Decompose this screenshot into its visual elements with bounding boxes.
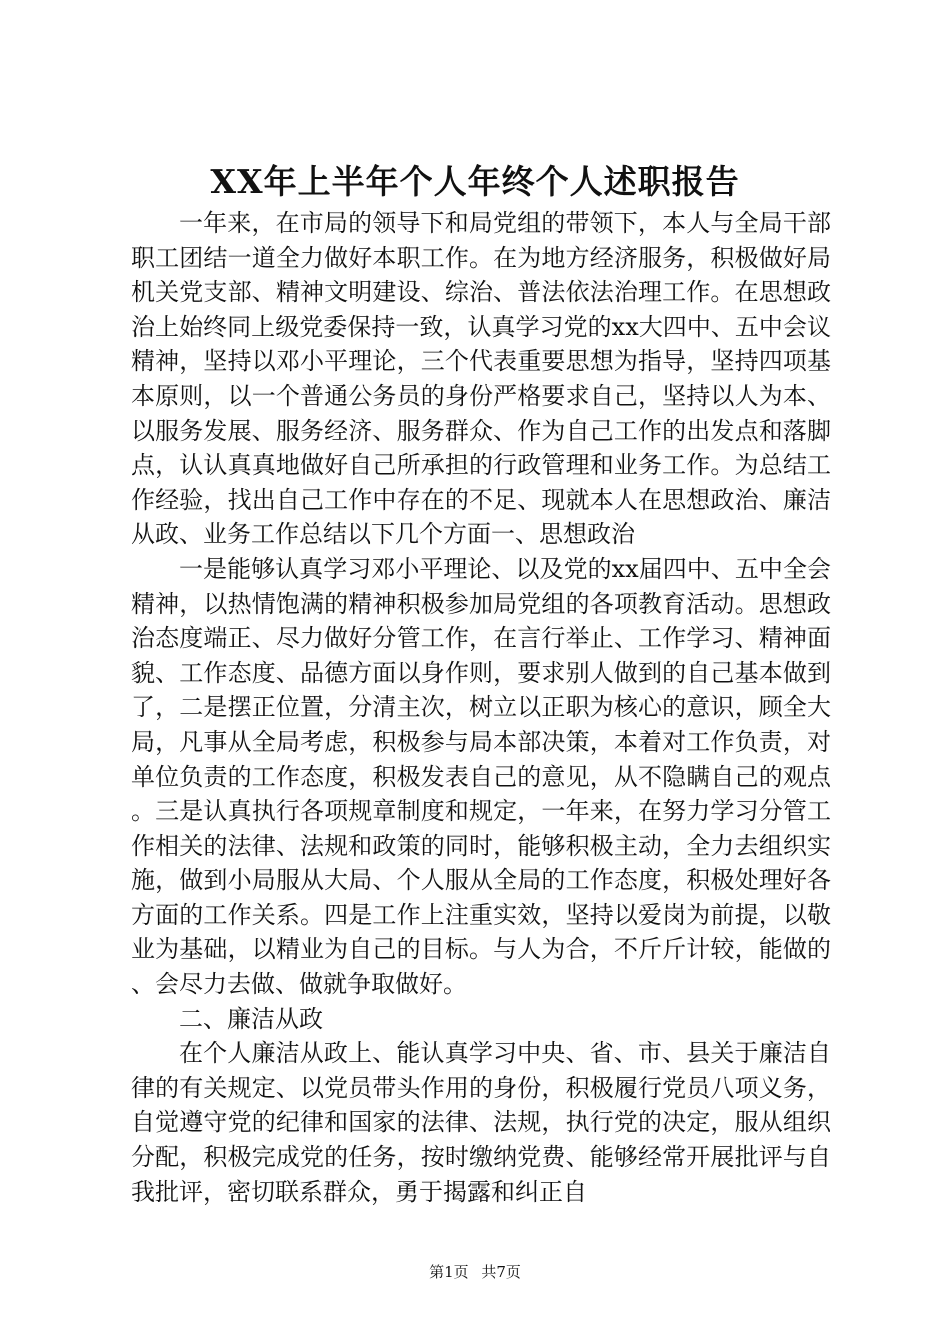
document-title: XX年上半年个人年终个人述职报告 (210, 162, 740, 201)
page-number: 第1页 (429, 1263, 469, 1281)
document-body (131, 206, 831, 1209)
body-paragraph: 在个人廉洁从政上、能认真学习中央、省、市、县关于廉洁自律的有关规定、以党员带头作用的身份，积极履行党员八项义务，自觉遵守党的纪律和国家的法律、法规，执行党的决定，服从组织分配，积极完成党的任务，按时缴纳党费、能够经常开展批评与自我批评，密切联系群众，勇于揭露和纠正自 (131, 1039, 831, 1206)
body-paragraph: 一是能够认真学习邓小平理论、以及党的xx届四中、五中全会精神，以热情饱满的精神积极参加局党组的各项教育活动。思想政治态度端正、尽力做好分管工作，在言行举止、工作学习、精神面貌、工作态度、品德方面以身作则，要求别人做到的自己基本做到了，二是摆正位置，分清主次，树立以正职为核心的意识，顾全大局，凡事从全局考虑，积极参与局本部决策，本着对工作负责，对单位负责的工作态度，积极发表自己的意见，从不隐瞒自己的观点。三是认真执行各项规章制度和规定，一年来，在努力学习分管工作相关的法律、法规和政策的同时，能够积极主动，全力去组织实施，做到小局服从大局、个人服从全局的工作态度，积极处理好各方面的工作关系。四是工作上注重实效，坚持以爱岗为前提，以敬业为基础，以精业为自己的目标。与人为合，不斤斤计较，能做的、会尽力去做、做就争取做好。 (131, 554, 831, 999)
page-footer (0, 1262, 950, 1282)
body-paragraph: 一年来，在市局的领导下和局党组的带领下，本人与全局干部职工团结一道全力做好本职工作。在为地方经济服务，积极做好局机关党支部、精神文明建设、综治、普法依法治理工作。在思想政治上始终同上级党委保持一致，认真学习党的xx大四中、五中会议精神，坚持以邓小平理论，三个代表重要思想为指导，坚持四项基本原则，以一个普通公务员的身份严格要求自己，坚持以人为本、以服务发展、服务经济、服务群众、作为自己工作的出发点和落脚点，认认真真地做好自己所承担的行政管理和业务工作。为总结工作经验，找出自己工作中存在的不足、现就本人在思想政治、廉洁从政、业务工作总结以下几个方面一、思想政治 (131, 209, 831, 549)
page-total: 共7页 (481, 1263, 521, 1281)
section-heading: 二、廉洁从政 (179, 1004, 323, 1033)
